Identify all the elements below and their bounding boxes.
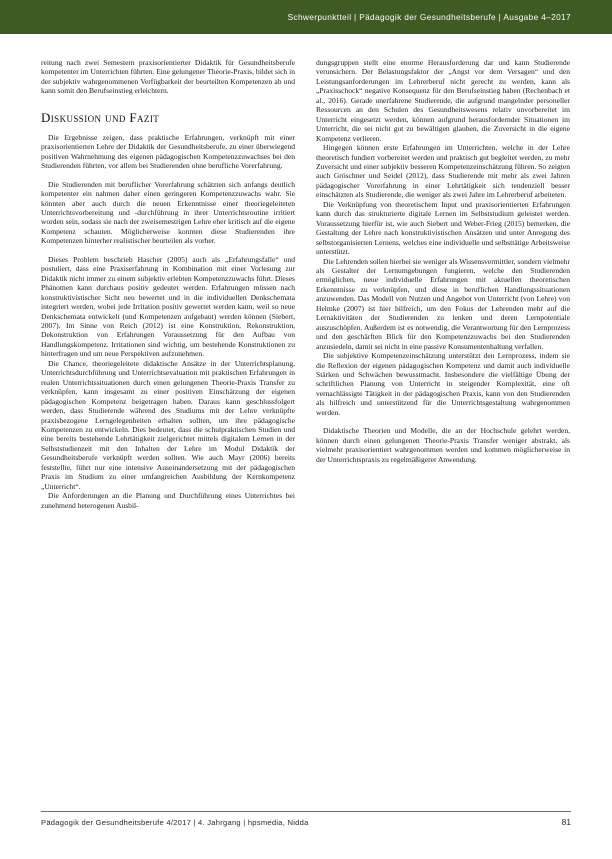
paragraph-spacer <box>41 246 295 255</box>
footer-imprint-text: Pädagogik der Gesundheitsberufe 4/2017 | 4. Jahrgang | hpsmedia, Nidda <box>41 817 309 827</box>
paragraph-spacer <box>41 171 295 180</box>
paragraph: Didaktische Theorien und Modelle, die an der Hochschule gelehrt werden, können durch einen gelungenen Theorie-Praxis Transfer weniger abstrakt, als vielmehr praxisorientiert wahrgenommen werden und kommen möglicherweise in der Unterrichtspraxis zu regelmäßigerer Anwendung. <box>316 426 570 464</box>
paragraph: Die Studierenden mit beruflicher Vorerfahrung schätzten sich anfangs deutlich kompetenter ein nahmen daher einen geringeren Kompetenzzuwachs wahr. Sie könnten aber auch durch die neuen Erkenntnisse einer theoriegeleiteten Unterrichtsvorbereitung und -durchführung in ihrer Unterrichtsroutine irritiert worden sein, sodass sie nach der zweisemestrigen Lehre eher kritisch auf die eigene Kompetenz schauten. Möglicherweise konnten diese Studierenden ihre Kompetenzen hinterher realistischer beurteilen als vorher. <box>41 179 295 246</box>
paragraph-spacer <box>316 417 570 426</box>
paragraph: Die Lehrenden sollen hierbei sie weniger als Wissensvermittler, sondern vielmehr als Gestalter der Lernumgebungen fungieren, welche den Studierenden ermöglichen, neue individuelle Erfahrungen mit aktuellen theoretischen Erkenntnisse zu verknüpfen, und diese in beruflichen Handlungssituationen anzuwenden. Das Modell von Nutzen und Angebot von Unterricht (von Lehre) von Helmke (2007) ist hier hilfreich, um den Fokus der Lehrenden mehr auf die Lernaktivitäten der Studierenden zu lenken und deren Lernpotentiale auszuschöpfen. Außerdem ist es notwendig, die Verantwortung für den Lernprozess und den geschärften Blick für den Kompetenzzuwachs bei den Studierenden anzusiedeln, damit sei nicht in eine passive Konsumentenhaltung verfallen. <box>316 256 570 351</box>
section-heading-diskussion-und-fazit: Diskussion und Fazit <box>41 109 160 125</box>
paragraph: Die subjektive Kompetenzeinschätzung unterstützt den Lernprozess, indem sie die Reflexion der eigenen pädagogischen Kompetenz und damit auch individuelle Stärken und Schwächen bewusstmacht. Insbesondere die vielfältige Übung der schriftlichen Planung von Unterricht in steigender Komplexität, eine oft vernachlässigte Tätigkeit in der pädagogischen Praxis, kann von den Studierenden als hilfreich und unterstützend für die Unterrichtsgestaltung wahrgenommen werden. <box>316 351 570 417</box>
paragraph: Die Chance, theoriegeleitete didaktische Ansätze in der Unterrichtsplanung, Unterrichtsdurchführung und Unterrichtsevaluation mit praktischen Erfahrungen in realen Unterrichtssituationen durch einen gelungenen Theorie-Praxis Transfer zu verknüpfen, kann insgesamt zu einer positiven Einschätzung der eigenen pädagogischen Kompetenz beigetragen haben. Daraus kann geschlussfolgert werden, dass Studierende während des Studiums mit der Lehre verknüpfte praxisbezogene Lerngelegenheiten erhalten sollten, um ihre pädagogische Kompetenzen zu entwickeln. Dies bedeutet, dass die schulpraktischen Studien und eine bereits bestehende Lehrtätigkeit zielgerichtet mittels digitalem Lernen in der Selbststudienzeit mit den Inhalten der Lehre im Modul Didaktik der Gesundheitsberufe verknüpft werden sollten. Wie auch Mayr (2006) bereits feststellte, führt nur eine intensive Auseinandersetzung mit der pädagogischen Praxis im Studium zu einer umfangreichen Ausbildung der Kernkompetenz „Unterricht“. <box>41 358 295 491</box>
paragraph: Die Anforderungen an die Planung und Durchführung eines Unterrichtes bei zunehmend heterogenen Ausbil- <box>41 491 295 510</box>
page-footer <box>41 811 571 827</box>
paragraph: Hingegen können erste Erfahrungen im Unterrichten, welche in der Lehre theoretisch fundiert vorbereitet werden und praktisch gut begleitet werden, zu mehr Zuversicht und einer subjektiv besseren Kompetenzeinschätzung führen. So zeigten auch Gröschner und Seidel (2012), dass Studierende mit mehr als zwei Jahren pädagogischer Vorerfahrung in einer Lehrtätigkeit sich tendenziell besser einschätzten als Studierende, die weniger als zwei Jahre im Lehrerberuf arbeiteten. <box>316 143 570 200</box>
page-body <box>41 58 571 798</box>
paragraph: Die Ergebnisse zeigen, dass praktische Erfahrungen, verknüpft mit einer praxisorientierten Lehre der Didaktik der Gesundheitsberufe, zu einer überwiegend positiven Wahrnehmung des eigenen pädagogischen Kompetenzzuwachses bei den Studierenden führten, vor allem bei Studierenden ohne berufliche Vorerfahrung. <box>41 132 295 171</box>
column-left <box>41 58 295 798</box>
paragraph-continued: reitung nach zwei Semestern praxisorientierter Didaktik für Gesundheitsberufe kompetenter im Unterrichten führten. Eine gelungener Theorie-Praxis, bildet sich in der subjektiv wahrgenommenen Verfügbarkeit der beurteilten Kompetenzen ab und kann somit den Berufseinstieg erleichtern. <box>41 58 295 96</box>
paragraph: Die Verknüpfung von theoretischem Input und praxisorientierten Erfahrungen kann durch das strukturierte digitale Lernen im Selbststudium geleistet werden. Voraussetzung hierfür ist, wie auch Siebert und Weber-Frieg (2015) bemerken, die Gestaltung der Lehre nach konstruktivistischen Ansätzen und unter Anregung des selbstorganisierten Lernens, welches eine individuelle und selbsttätige Arbeitsweise unterstützt. <box>316 199 570 257</box>
running-head-text: Schwerpunktteil | Pädagogik der Gesundheitsberufe | Ausgabe 4–2017 <box>287 12 571 22</box>
page-number: 81 <box>561 817 571 827</box>
paragraph: dungsgruppen stellt eine enorme Herausforderung dar und kann Studierende verunsichern. Der Belastungsfaktor der „Angst vor dem Versagen“ und den Leistungsanforderungen im Lehrerberuf nicht gerecht zu werden, kann als „Praxisschock“ negative Konsequenz für den Berufseinstieg haben (Rechenbach et al., 2016). Gerade unerfahrene Studierende, die aufgrund mangelnder personeller Ressourcen an den Schulen des Gesundheitswesens relativ unvorbereitet im Unterricht eingesetzt werden, können aufgrund herausfordernder Situationen im Unterricht, die sei nicht gut zu bewältigen glauben, die Zuversicht in die eigene Kompetenz verlieren. <box>316 58 570 143</box>
page-header-band <box>0 0 612 34</box>
paragraph: Dieses Problem beschrieb Hascher (2005) auch als „Erfahrungsfalle“ und postuliert, dass eine Praxiserfahrung in Kombination mit einer Vorlesung zur Didaktik nicht immer zu einem subjektiv erlebten Kompetenzzuwachs führt. Dieses Phänomen kann durchaus positiv gedeutet werden. Erfahrungen müssen nach konstruktivistischer Sicht neu bewertet und in die individuellen Denkschemata integriert werden, wobei jede Irritation positiv gewertet werden kann, weil so neue Denkschemata entwickelt (und Kompetenzen aufgebaut) werden können (Siebert, 2007). Im Sinne von Reich (2012) ist eine Konstruktion, Rekonstruktion, Dekonstruktion von Erfahrungen Voraussetzung für den Aufbau von Handlungskompetenz. Irritationen sind wichtig, um bestehende Konstruktionen zu hinterfragen und um neue Perspektiven aufzunehmen. <box>41 254 295 359</box>
column-right <box>316 58 570 798</box>
